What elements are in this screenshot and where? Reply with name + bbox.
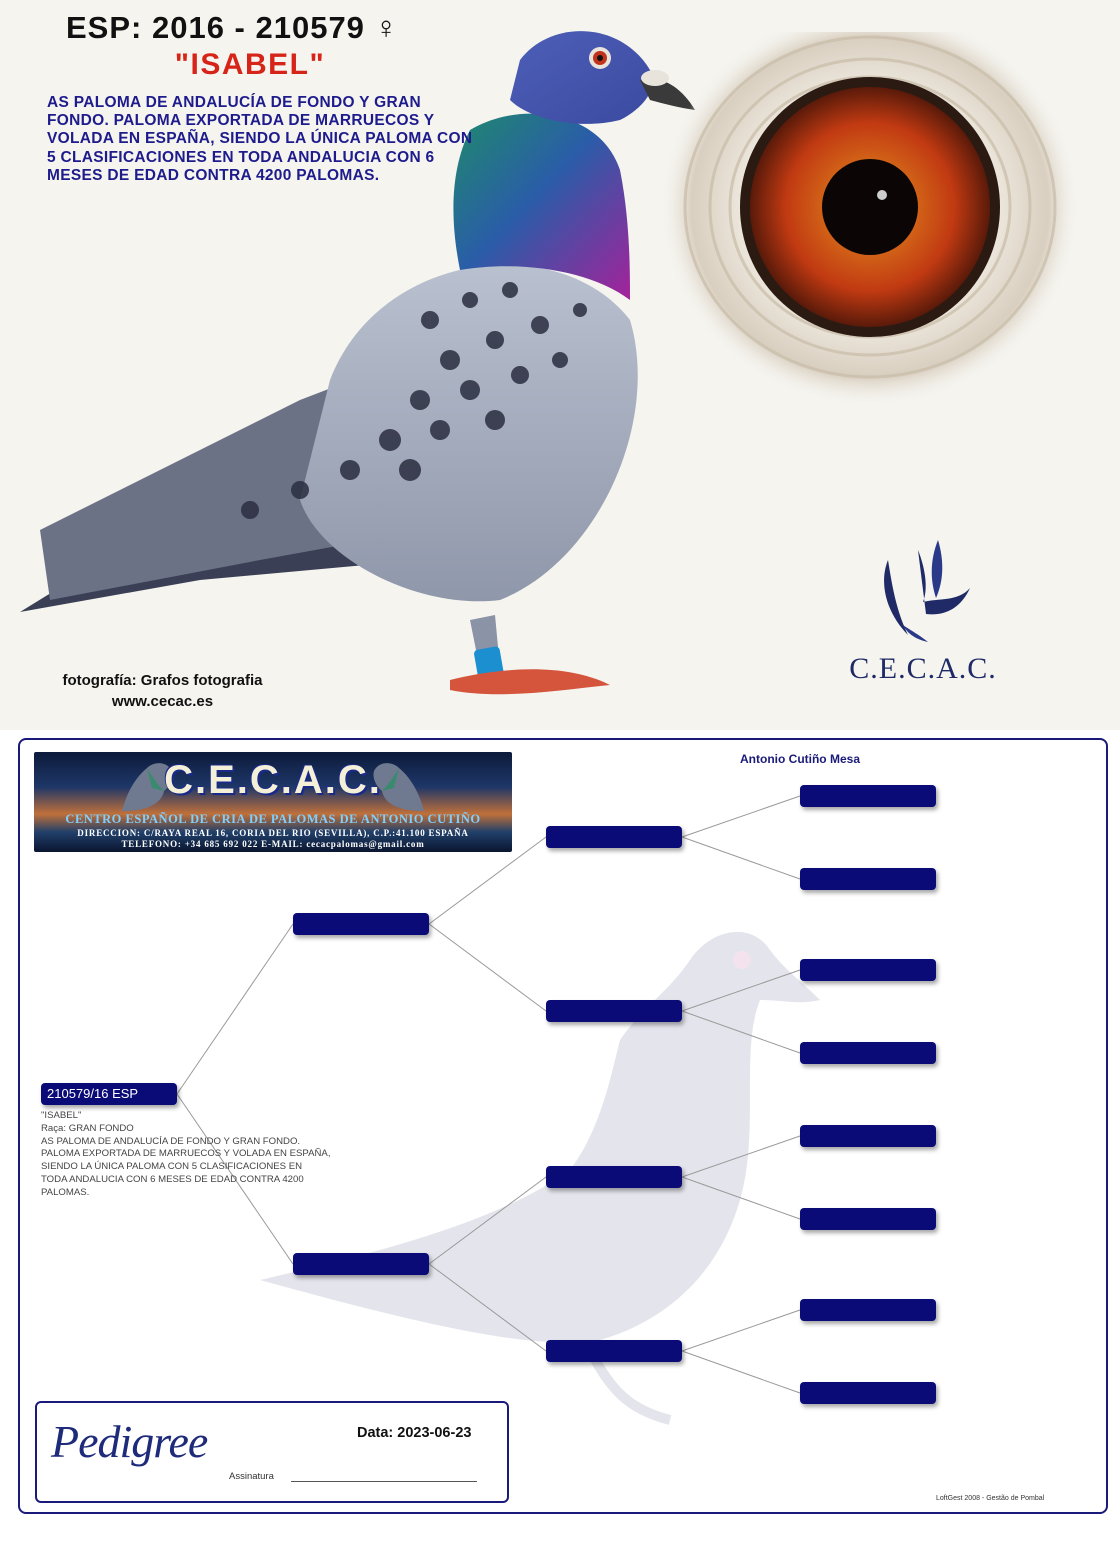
dove-logo-icon: [848, 540, 998, 650]
connector-line: [682, 1177, 800, 1219]
signature-line[interactable]: [291, 1481, 477, 1482]
connector-line: [682, 1351, 800, 1393]
desc-line: PALOMAS.: [41, 1186, 90, 1198]
great-grandparent-box-7[interactable]: [800, 1299, 936, 1321]
desc-line: PALOMA EXPORTADA DE MARRUECOS Y VOLADA EN ESPAÑA,: [41, 1148, 331, 1160]
banner-contact: TELEFONO: +34 685 692 022 E-MAIL: cecacpalomas@gmail.com: [121, 839, 425, 849]
great-grandparent-box-8[interactable]: [800, 1382, 936, 1404]
connector-line: [682, 1310, 800, 1351]
connector-line: [429, 1177, 546, 1264]
pedigree-sheet: [18, 738, 1108, 1514]
signature-label: Assinatura: [229, 1471, 274, 1482]
photo-credit: [30, 670, 295, 712]
desc-line: SIENDO LA ÚNICA PALOMA CON 5 CLASIFICACIONES EN: [41, 1161, 303, 1173]
desc-line: Raça: GRAN FONDO: [41, 1122, 134, 1134]
dam-box[interactable]: [293, 1253, 429, 1275]
banner-address: DIRECCION: C/RAYA REAL 16, CORIA DEL RIO (SEVILLA), C.P.:41.100 ESPAÑA: [77, 828, 469, 838]
desc-line: TODA ANDALUCIA CON 6 MESES DE EDAD CONTRA 4200: [41, 1173, 304, 1185]
poster-description: AS PALOMA DE ANDALUCÍA DE FONDO Y GRAN FONDO. PALOMA EXPORTADA DE MARRUECOS Y VOLADA EN ESPAÑA, SIENDO LA ÚNICA PALOMA CON 5 CLASIFICACIONES EN TODA ANDALUCIA CON 6 MESES DE EDAD CONTRA 4200 PALOMAS.: [47, 94, 473, 184]
owner-name: Antonio Cutiño Mesa: [740, 752, 860, 766]
pedigree-title: Pedigree: [51, 1416, 208, 1467]
great-grandparent-box-5[interactable]: [800, 1125, 936, 1147]
great-grandparent-box-4[interactable]: [800, 1042, 936, 1064]
subject-box[interactable]: 210579/16 ESP: [41, 1083, 177, 1105]
connector-line: [682, 970, 800, 1011]
photo-credit-text: fotografía: Grafos fotografia: [62, 672, 263, 689]
pedigree-footer: [35, 1401, 509, 1503]
connector-line: [682, 796, 800, 837]
connector-line: [429, 924, 546, 1011]
website-link[interactable]: www.cecac.es: [111, 693, 214, 710]
banner-subtitle: CENTRO ESPAÑOL DE CRIA DE PALOMAS DE ANTONIO CUTIÑO: [65, 812, 481, 826]
grandparent-box-3[interactable]: [546, 1166, 682, 1188]
banner-title: C.E.C.A.C.: [164, 758, 382, 802]
connector-line: [177, 924, 293, 1094]
connector-line: [682, 837, 800, 879]
pedigree-date: Data: 2023-06-23: [357, 1425, 472, 1441]
connector-line: [682, 1136, 800, 1177]
cecac-banner: [34, 752, 512, 852]
grandparent-box-2[interactable]: [546, 1000, 682, 1022]
grandparent-box-4[interactable]: [546, 1340, 682, 1362]
sire-box[interactable]: [293, 913, 429, 935]
connector-line: [429, 1264, 546, 1351]
ring-title: ESP: 2016 - 210579 ♀: [66, 10, 399, 45]
software-credit: LoftGest 2008 - Gestão de Pombal: [936, 1495, 1045, 1502]
cecac-logo: [848, 540, 998, 690]
logo-text: C.E.C.A.C.: [849, 652, 997, 685]
subject-description: [41, 1110, 371, 1200]
grandparent-box-1[interactable]: [546, 826, 682, 848]
great-grandparent-box-6[interactable]: [800, 1208, 936, 1230]
poster: [0, 0, 1120, 730]
great-grandparent-box-3[interactable]: [800, 959, 936, 981]
desc-line: AS PALOMA DE ANDALUCÍA DE FONDO Y GRAN FONDO.: [41, 1135, 301, 1147]
eye-photo: [650, 32, 1090, 412]
great-grandparent-box-2[interactable]: [800, 868, 936, 890]
desc-line: "ISABEL": [41, 1110, 82, 1121]
connector-line: [682, 1011, 800, 1053]
bird-name: "ISABEL": [174, 48, 326, 81]
great-grandparent-box-1[interactable]: [800, 785, 936, 807]
